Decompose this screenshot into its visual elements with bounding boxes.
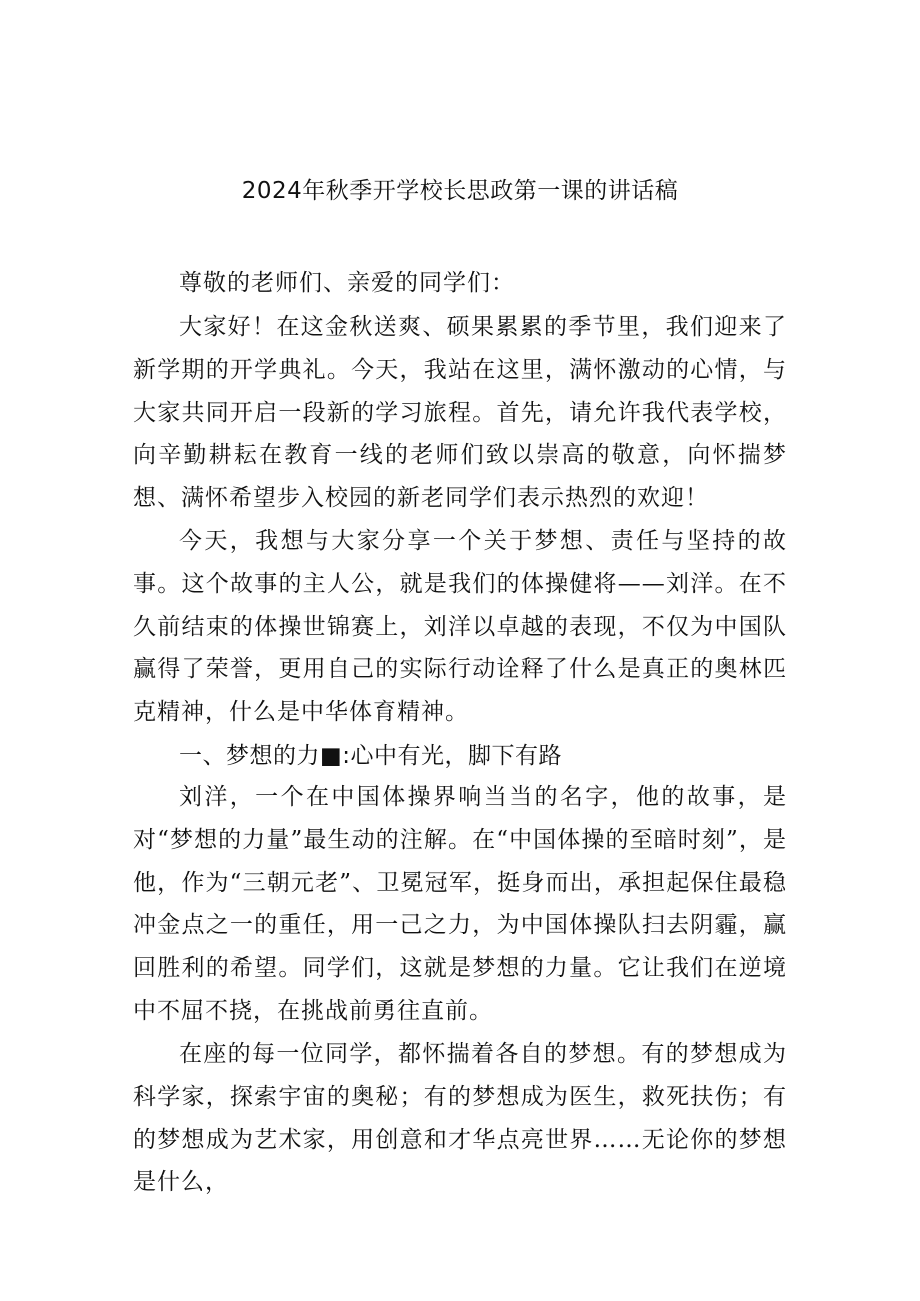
section-heading: 一、梦想的力■:心中有光，脚下有路 — [179, 743, 562, 769]
paragraph-story-intro: 今天，我想与大家分享一个关于梦想、责任与坚持的故事。这个故事的主人公，就是我们的体操健将——刘洋。在不久前结束的体操世锦赛上，刘洋以卓越的表现，不仅为中国队赢得了荣誉，更用自己的实际行动诠释了什么是真正的奥林匹克精神，什么是中华体育精神。 — [133, 528, 787, 726]
paragraph-dream-power: 刘洋，一个在中国体操界响当当的名字，他的故事，是对“梦想的力量”最生动的注解。在“中国体操的至暗时刻”，是他，作为“三朝元老”、卫冕冠军，挺身而出，承担起保住最稳冲金点之一的重任，用一己之力，为中国体操队扫去阴霾，赢回胜利的希望。同学们，这就是梦想的力量。它让我们在逆境中不屈不挠，在挑战前勇往直前。 — [133, 784, 787, 1024]
salutation: 尊敬的老师们、亲爱的同学们： — [179, 270, 515, 296]
paragraph-students-dreams: 在座的每一位同学，都怀揣着各自的梦想。有的梦想成为科学家，探索宇宙的奥秘；有的梦想成为医生，救死扶伤；有的梦想成为艺术家，用创意和才华点亮世界……无论你的梦想是什么， — [133, 1041, 787, 1196]
paragraph-opening: 大家好！在这金秋送爽、硕果累累的季节里，我们迎来了新学期的开学典礼。今天，我站在这里，满怀激动的心情，与大家共同开启一段新的学习旅程。首先，请允许我代表学校，向辛勤耕耘在教育一线的老师们致以崇高的敬意，向怀揣梦想、满怀希望步入校园的新老同学们表示热烈的欢迎！ — [133, 314, 787, 512]
document-title: 2024年秋季开学校长思政第一课的讲话稿 — [241, 178, 679, 204]
